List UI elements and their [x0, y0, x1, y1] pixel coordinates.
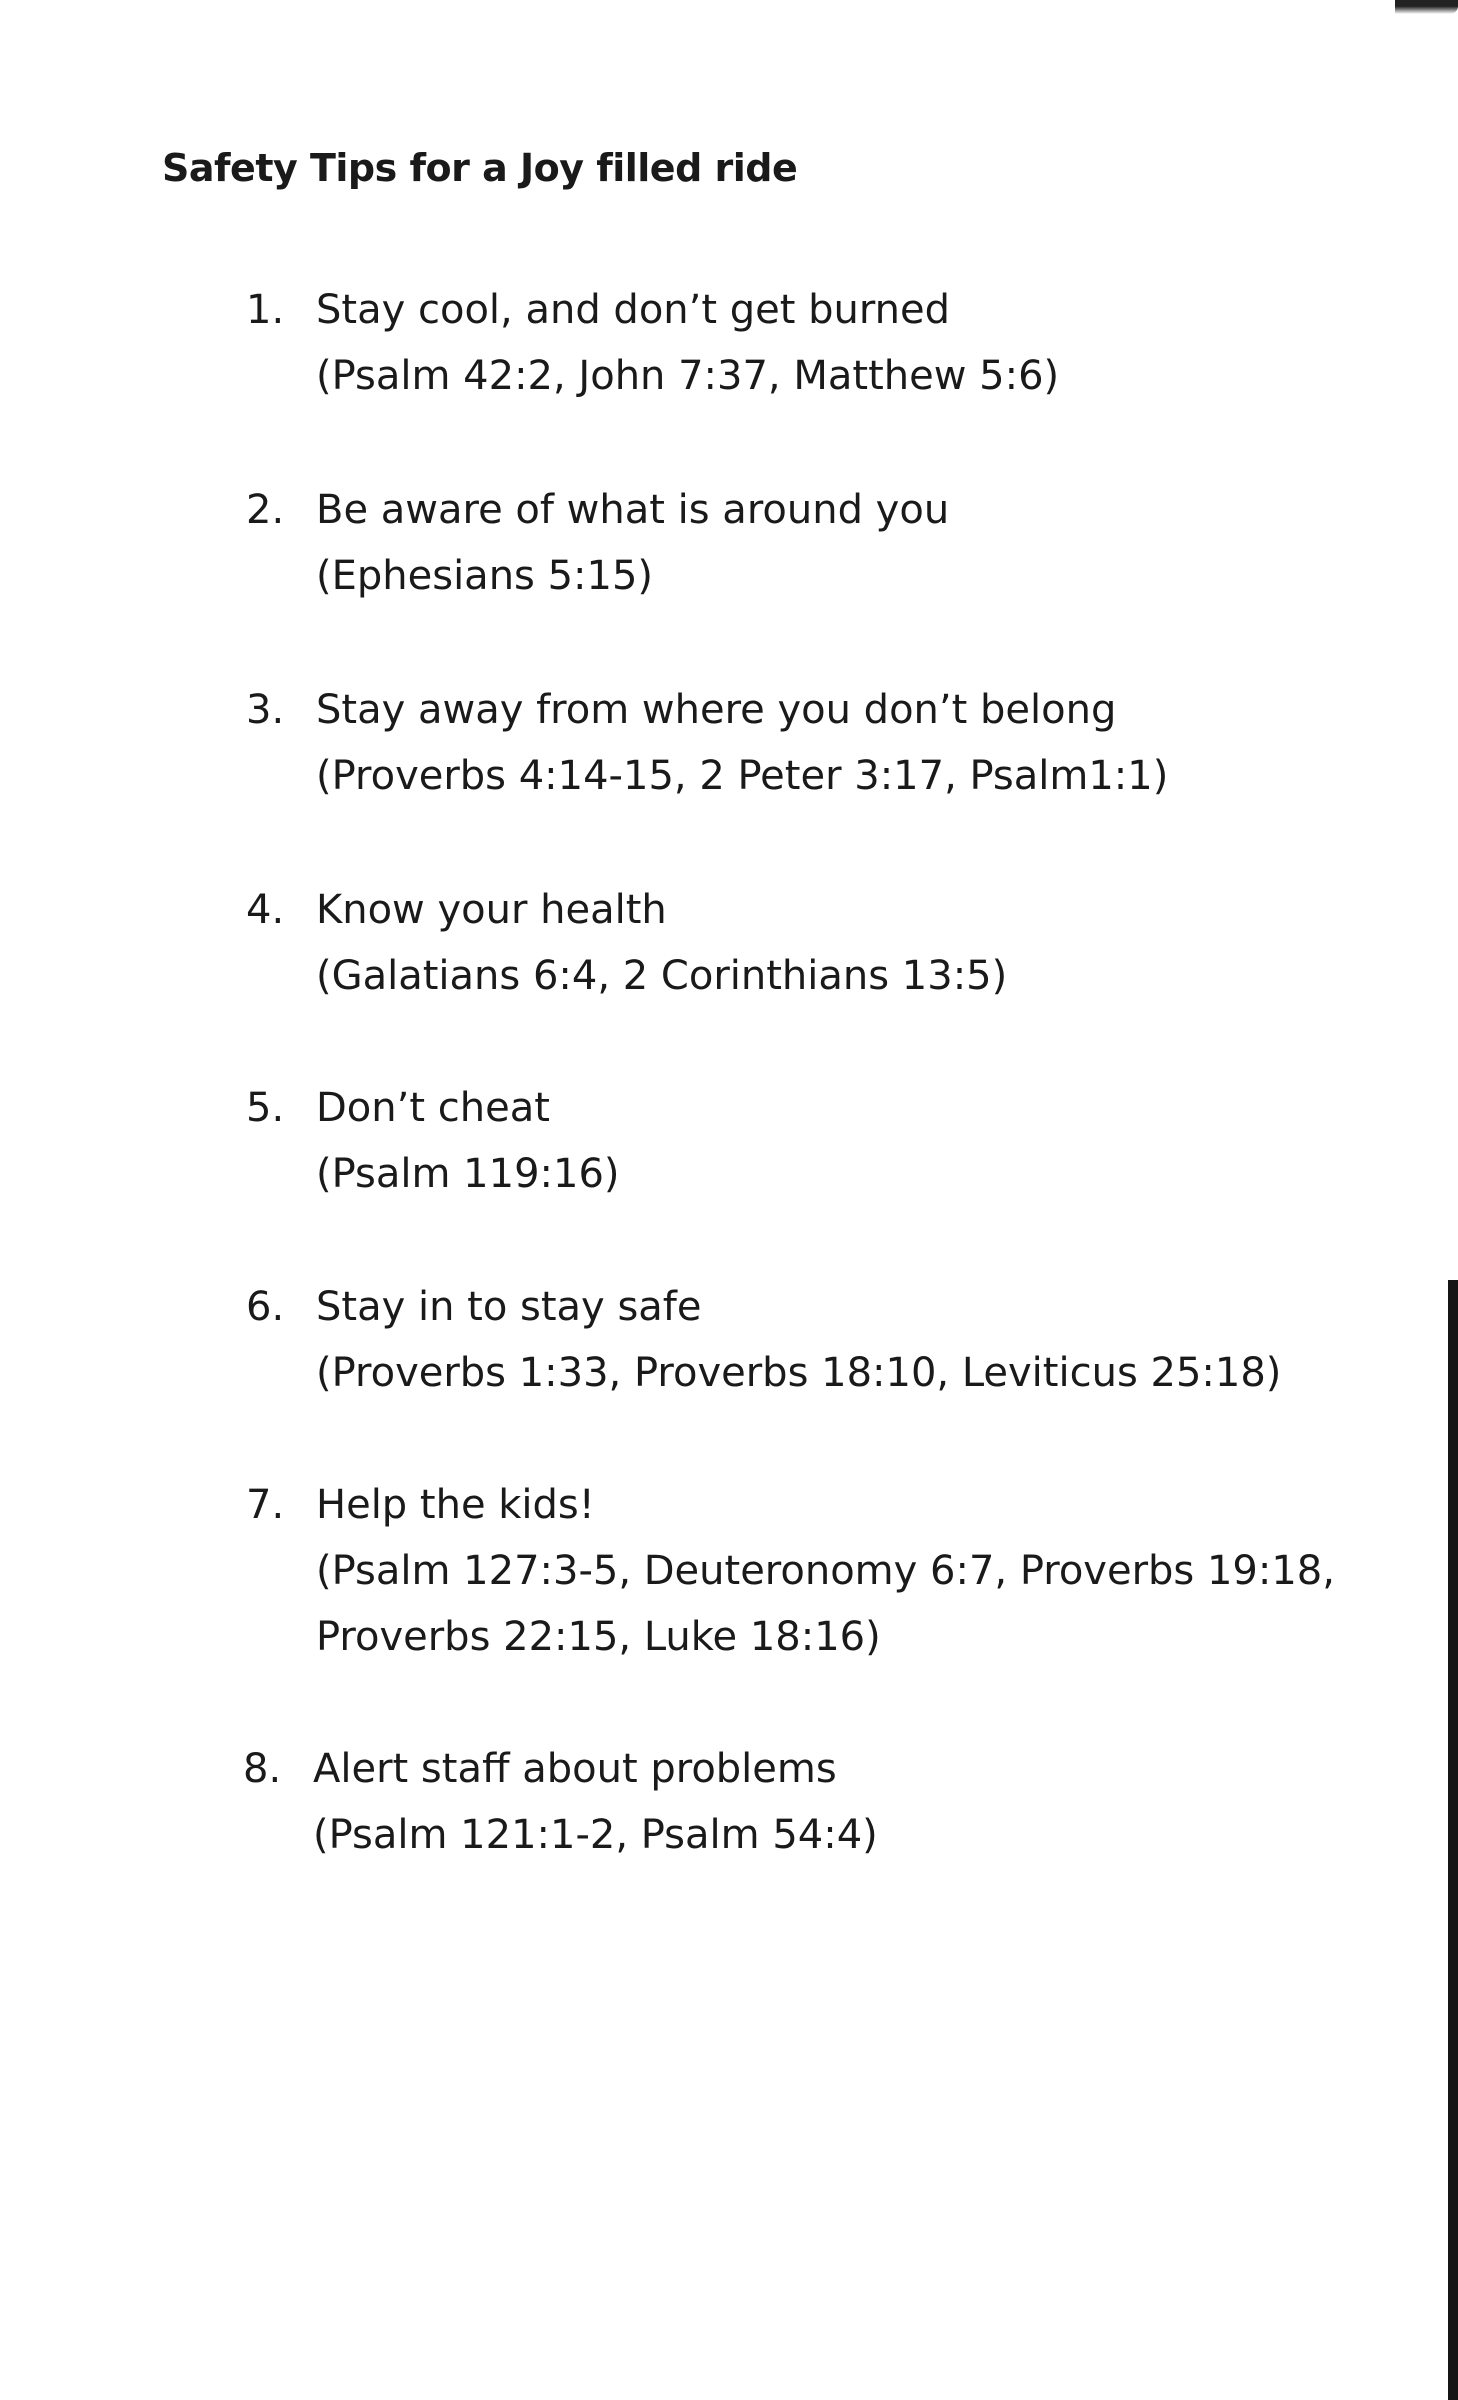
tip-body — [316, 877, 1007, 1009]
scripture-reference: (Psalm 121:1-2, Psalm 54:4) — [313, 1812, 878, 1858]
tip-text: Stay away from where you don’t belong — [316, 687, 1117, 733]
tip-number: 4. — [246, 887, 285, 933]
tip-number: 1. — [246, 287, 285, 333]
tip-number: 5. — [246, 1085, 285, 1131]
tip-text: Don’t cheat — [316, 1085, 550, 1131]
tip-body — [316, 1472, 1335, 1670]
tip-body — [316, 1075, 620, 1207]
tip-text: Stay cool, and don’t get burned — [316, 287, 950, 333]
scripture-reference: (Proverbs 1:33, Proverbs 18:10, Leviticus 25:18) — [316, 1350, 1282, 1396]
tip-text: Know your health — [316, 887, 667, 933]
page-title: Safety Tips for a Joy filled ride — [162, 146, 798, 190]
tip-body — [316, 1274, 1281, 1406]
tip-text: Be aware of what is around you — [316, 487, 950, 533]
scripture-reference: (Galatians 6:4, 2 Corinthians 13:5) — [316, 953, 1008, 999]
tip-body — [316, 277, 1059, 409]
tip-body — [316, 477, 949, 609]
tip-text: Stay in to stay safe — [316, 1284, 702, 1330]
tip-text: Alert staff about problems — [313, 1746, 837, 1792]
tip-text: Help the kids! — [316, 1482, 595, 1528]
tip-body — [316, 677, 1168, 809]
scripture-reference-continued: Proverbs 22:15, Luke 18:16) — [316, 1614, 881, 1660]
tip-body — [313, 1736, 878, 1868]
tip-number: 7. — [246, 1482, 285, 1528]
scan-edge-border — [1448, 1280, 1458, 2400]
tip-number: 2. — [246, 487, 285, 533]
scripture-reference: (Proverbs 4:14-15, 2 Peter 3:17, Psalm1:1) — [316, 753, 1169, 799]
tip-number: 6. — [246, 1284, 285, 1330]
scripture-reference: (Psalm 42:2, John 7:37, Matthew 5:6) — [316, 353, 1060, 399]
scan-edge-shadow — [1395, 0, 1458, 14]
scripture-reference: (Psalm 119:16) — [316, 1151, 620, 1197]
tip-number: 3. — [246, 687, 285, 733]
scripture-reference: (Psalm 127:3-5, Deuteronomy 6:7, Proverbs 19:18, — [316, 1548, 1335, 1594]
scripture-reference: (Ephesians 5:15) — [316, 553, 654, 599]
tip-number: 8. — [243, 1746, 282, 1792]
